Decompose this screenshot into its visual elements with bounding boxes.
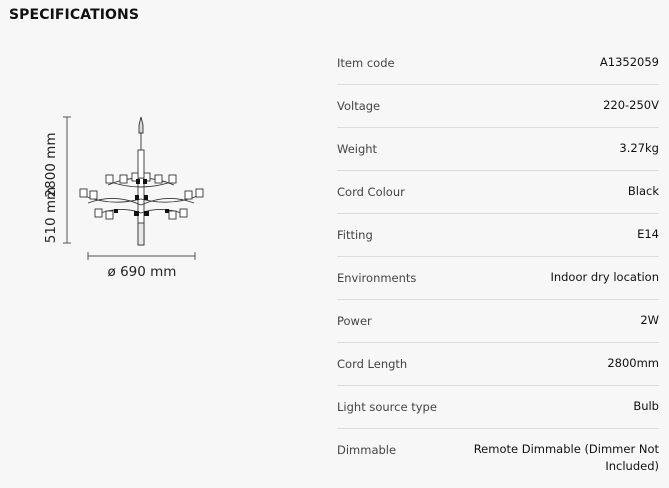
spec-row-weight — [337, 128, 659, 171]
chandelier-illustration — [80, 117, 203, 245]
spec-row-fitting — [337, 214, 659, 257]
spec-label: Light source type — [337, 400, 437, 414]
spec-value: Bulb — [633, 399, 659, 413]
section-heading: SPECIFICATIONS — [9, 7, 140, 23]
width-dimension-label: ø 690 mm — [107, 264, 177, 280]
spec-row-environments — [337, 257, 659, 300]
spec-row-light-source-type — [337, 386, 659, 429]
spec-label: Power — [337, 314, 372, 328]
spec-label: Cord Length — [337, 357, 408, 371]
spec-value: Black — [627, 184, 659, 198]
spec-value: 220-250V — [603, 98, 659, 112]
height-dimension-label: 2800 mm — [43, 132, 59, 198]
spec-row-cord-length — [337, 343, 659, 386]
spec-value: Remote Dimmable (Dimmer Not Included) — [473, 442, 659, 473]
spec-label: Item code — [337, 56, 395, 70]
spec-value: 2800mm — [607, 356, 659, 370]
spec-row-voltage — [337, 85, 659, 128]
spec-value: Indoor dry location — [550, 270, 659, 284]
specifications-table — [337, 42, 659, 475]
chandelier-dimension-drawing — [40, 95, 210, 295]
spec-value: 2W — [640, 313, 659, 327]
spec-value: E14 — [637, 227, 659, 241]
spec-value: A1352059 — [599, 55, 659, 69]
spec-value: 3.27kg — [619, 141, 659, 155]
spec-label: Weight — [337, 142, 378, 156]
spec-row-dimmable — [337, 429, 659, 475]
spec-label: Cord Colour — [337, 185, 405, 199]
spec-label: Fitting — [337, 228, 373, 242]
spec-row-item-code — [337, 42, 659, 85]
spec-label: Dimmable — [337, 443, 397, 457]
spec-row-cord-colour — [337, 171, 659, 214]
body-height-dimension-label: 510 mm — [43, 186, 59, 244]
spec-label: Environments — [337, 271, 417, 285]
spec-label: Voltage — [337, 99, 381, 113]
spec-row-power — [337, 300, 659, 343]
